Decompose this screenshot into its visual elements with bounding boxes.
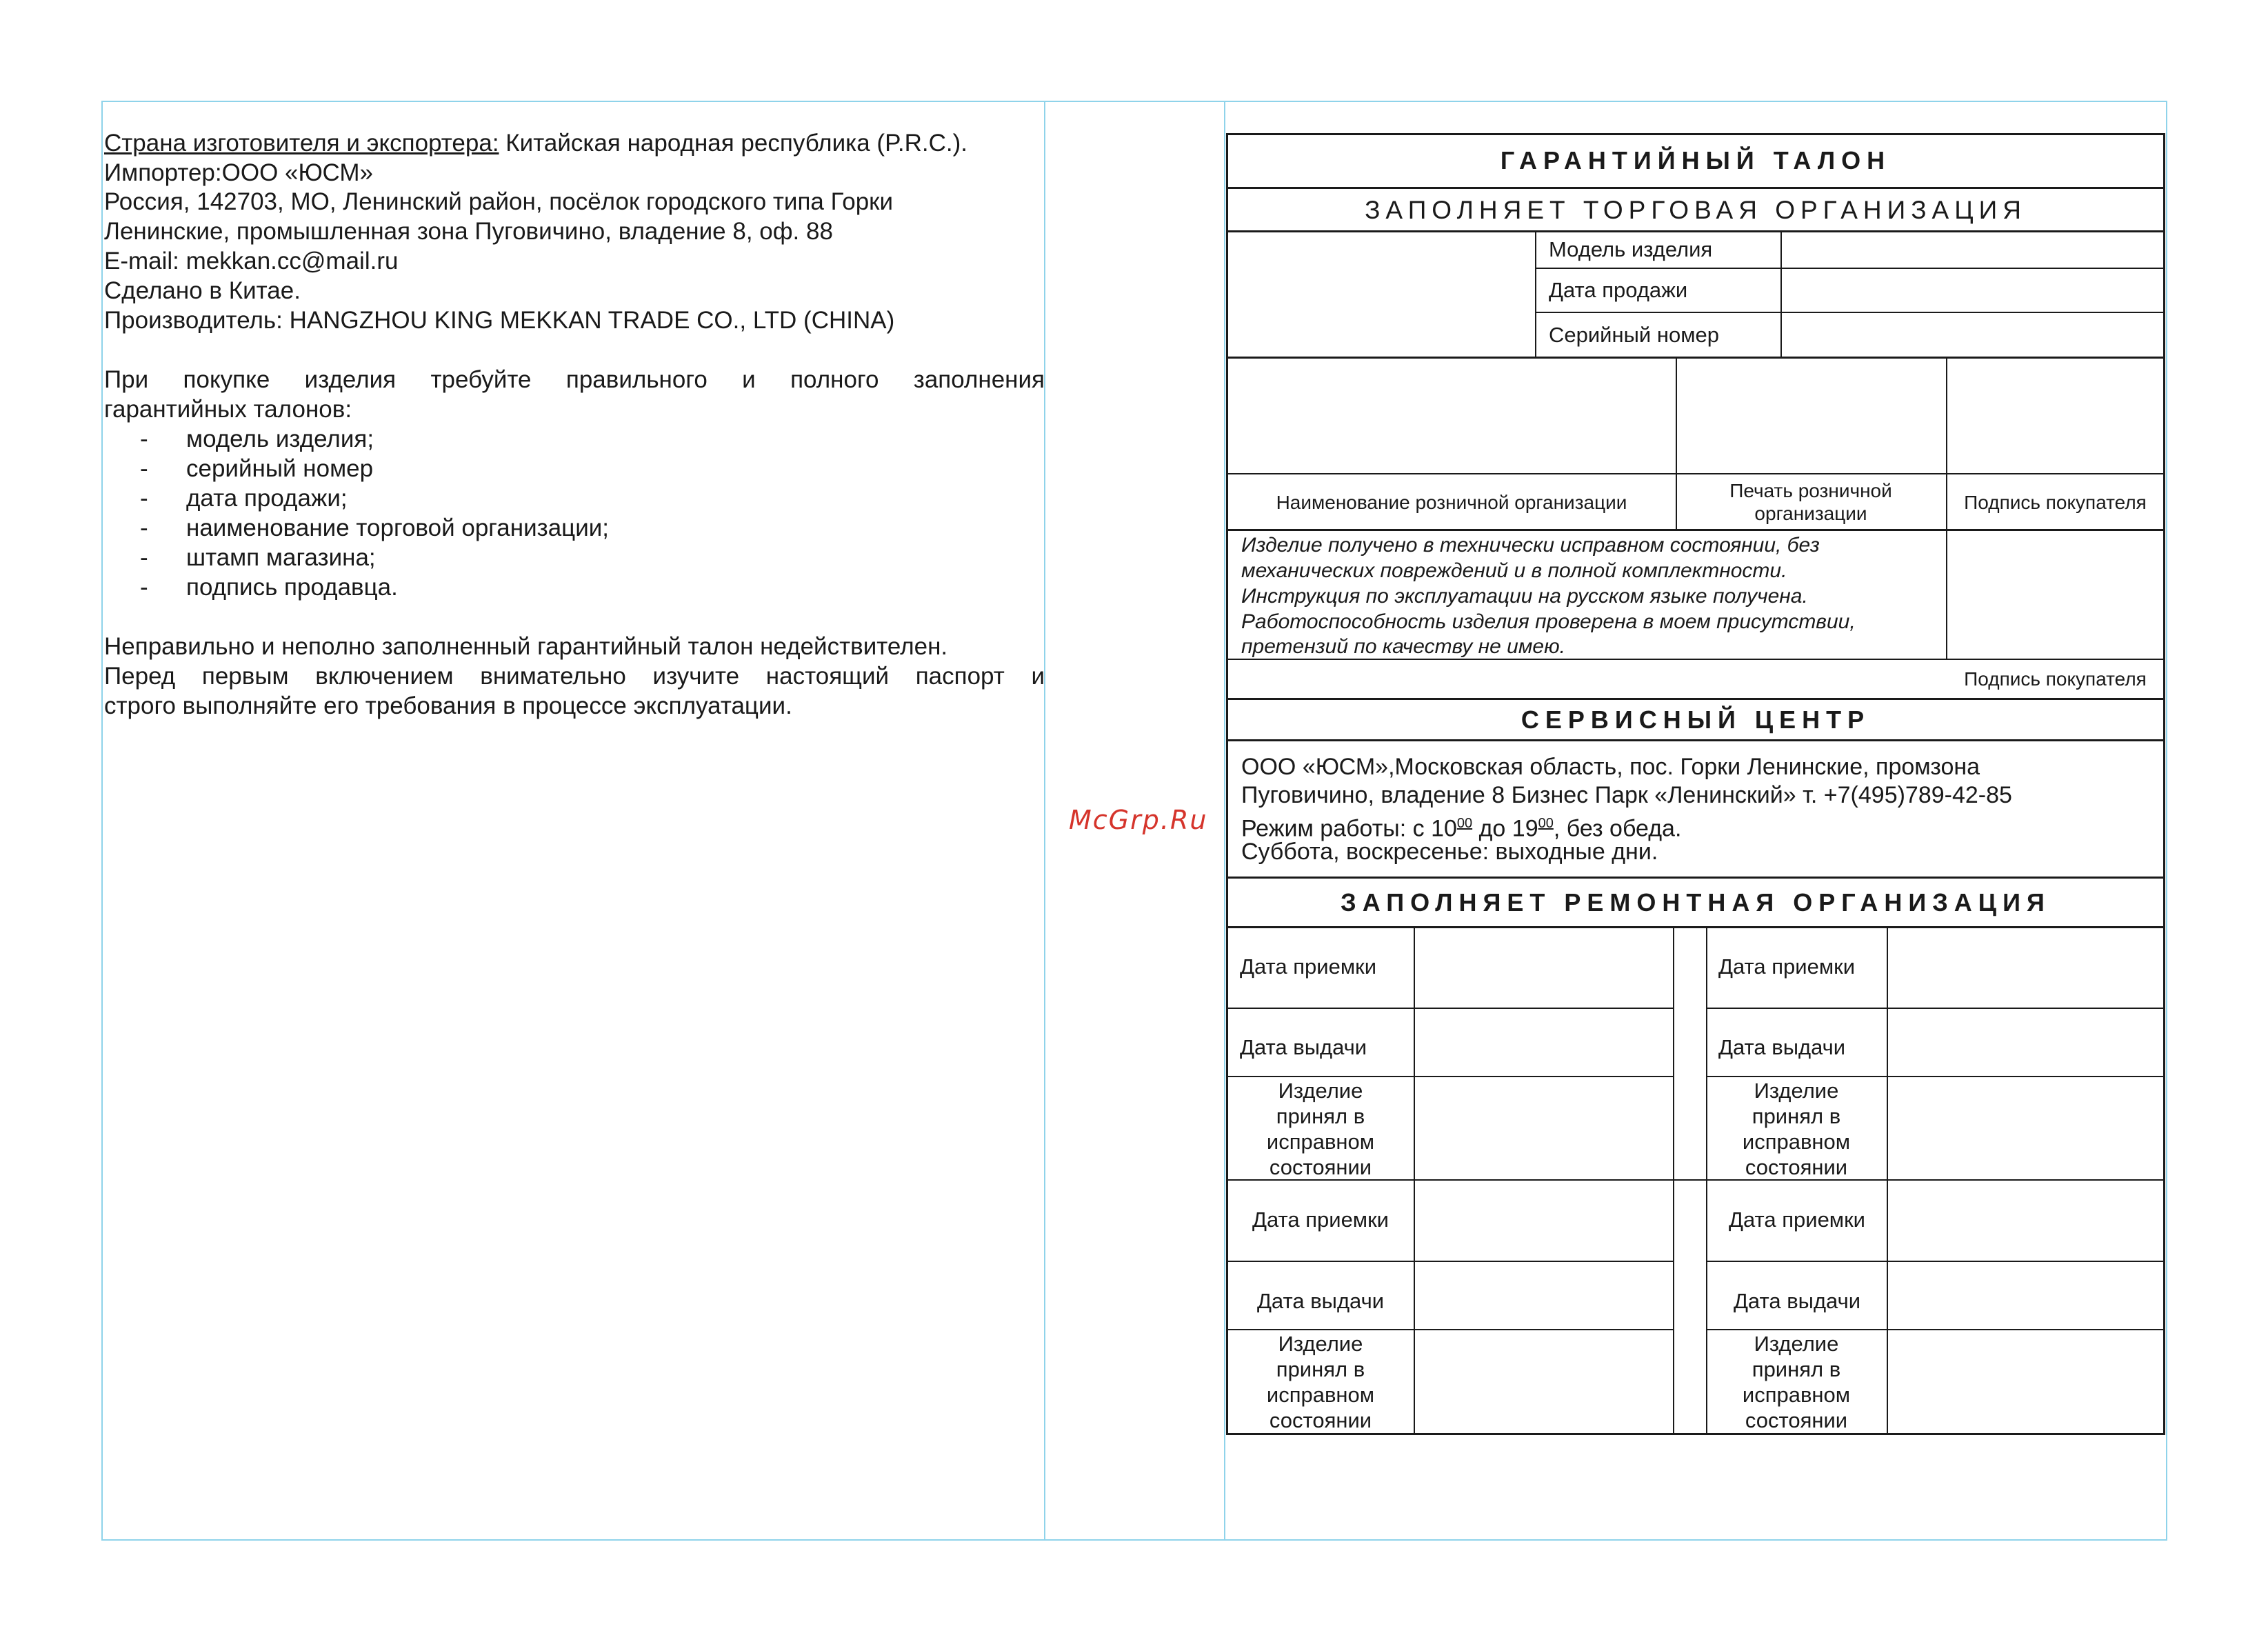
card-border-top (1226, 133, 2165, 135)
invalid-note: Неправильно и неполно заполненный гарантийный талон недействителен. (104, 633, 948, 660)
repair-section-title: ЗАПОЛНЯЕТ РЕМОНТНАЯ ОРГАНИЗАЦИЯ (1341, 888, 2051, 917)
manufacturer: Производитель: HANGZHOU KING MEKKAN TRADE CO., LTD (CHINA) (104, 307, 895, 334)
list-dash: - (140, 514, 148, 541)
divider (1226, 877, 2165, 879)
buyer-signature-field-2[interactable] (1947, 531, 2163, 659)
repair-receive-field[interactable] (1416, 928, 1672, 1007)
retail-name-field[interactable] (1228, 359, 1675, 473)
page-guide-left (101, 101, 103, 1541)
repair-receive-label: Дата приемки (1728, 1208, 1866, 1232)
model-label: Модель изделия (1549, 237, 1713, 261)
warranty-title: ГАРАНТИЙНЫЙ ТАЛОН (1500, 146, 1891, 174)
divider (1226, 187, 2165, 189)
page-guide-fold-left (1044, 101, 1045, 1541)
card-border-left (1226, 133, 1228, 1435)
repair-issue-field[interactable] (1889, 1262, 2162, 1328)
repair-receive-label: Дата приемки (1252, 1208, 1389, 1232)
list-item: серийный номер (186, 455, 374, 482)
card-border-bottom (1226, 1433, 2165, 1435)
buyer-signature-field[interactable] (1947, 359, 2163, 473)
repair-accept-label: Изделие принял в исправном состоянии (1266, 1079, 1375, 1179)
page-guide-bottom (101, 1539, 2167, 1541)
repair-accept-field[interactable] (1416, 1330, 1672, 1432)
sale-date-field[interactable] (1782, 269, 2163, 312)
statement-line: Работоспособность изделия проверена в моем присутствии, (1241, 610, 1856, 633)
purchase-line-2: гарантийных талонов: (104, 396, 352, 423)
importer: Импортер:ООО «ЮСМ» (104, 159, 373, 186)
address-line-2: Ленинские, промышленная зона Пуговичино, владение 8, оф. 88 (104, 218, 833, 245)
repair-issue-label: Дата выдачи (1256, 1289, 1385, 1313)
buyer-signature-label-2: Подпись покупателя (1964, 668, 2147, 690)
page-guide-top (101, 101, 2167, 102)
repair-issue-field[interactable] (1416, 1262, 1672, 1328)
divider (1706, 926, 1707, 1435)
buyer-signature-label: Подпись покупателя (1964, 492, 2147, 513)
repair-accept-label: Изделие принял в исправном состоянии (1742, 1332, 1851, 1432)
serial-field[interactable] (1782, 313, 2163, 357)
repair-receive-label: Дата приемки (1718, 954, 1856, 979)
repair-accept-field[interactable] (1416, 1077, 1672, 1179)
divider (1887, 926, 1888, 1435)
service-title: СЕРВИСНЫЙ ЦЕНТР (1521, 705, 1871, 734)
repair-receive-field[interactable] (1416, 1181, 1672, 1260)
repair-receive-label: Дата приемки (1240, 954, 1377, 979)
purchase-line-1: При покупке изделия требуйте правильного и полного заполнения (104, 366, 1045, 393)
repair-issue-label: Дата выдачи (1718, 1035, 1846, 1059)
repair-issue-field[interactable] (1889, 1009, 2162, 1075)
divider (1226, 659, 2165, 660)
page-guide-right (2166, 101, 2167, 1541)
repair-accept-label: Изделие принял в исправном состоянии (1742, 1079, 1851, 1179)
page-guide-fold-right (1224, 101, 1225, 1541)
page-guide-inner-bottom (2145, 1539, 2166, 1541)
statement-line: механических повреждений и в полной комплектности. (1241, 559, 1787, 582)
list-dash: - (140, 544, 148, 571)
list-item: дата продажи; (186, 485, 348, 512)
repair-issue-label: Дата выдачи (1240, 1035, 1367, 1059)
retail-stamp-field[interactable] (1677, 359, 1945, 473)
country-line: Страна изготовителя и экспортера: Китайская народная республика (P.R.C.). (104, 130, 968, 157)
list-dash: - (140, 425, 148, 452)
divider (1226, 698, 2165, 700)
service-address-2: Пуговичино, владение 8 Бизнес Парк «Ленинский» т. +7(495)789-42-85 (1241, 782, 2012, 808)
trade-section-title: ЗАПОЛНЯЕТ ТОРГОВАЯ ОРГАНИЗАЦИЯ (1365, 196, 2027, 224)
divider (1673, 926, 1674, 1435)
repair-receive-field[interactable] (1889, 1181, 2162, 1260)
repair-issue-label: Дата выдачи (1733, 1289, 1861, 1313)
list-item: штамп магазина; (186, 544, 376, 571)
list-item: подпись продавца. (186, 574, 398, 601)
sale-date-label: Дата продажи (1549, 278, 1688, 302)
repair-receive-field[interactable] (1889, 928, 2162, 1007)
list-dash: - (140, 574, 148, 601)
service-hours: Режим работы: с $10^{00}$ до $19^{00}$, без обеда. (1241, 815, 1682, 842)
card-border-right (2163, 133, 2165, 1435)
instruction-line-2: строго выполняйте его требования в процессе эксплуатации. (104, 692, 792, 719)
repair-accept-field[interactable] (1889, 1077, 2162, 1179)
statement-line: претензий по качеству не имею. (1241, 635, 1565, 658)
divider (1414, 926, 1415, 1435)
retail-name-label: Наименование розничной организации (1276, 492, 1627, 513)
divider (1226, 473, 2165, 474)
service-address-1: ООО «ЮСМ»,Московская область, пос. Горки Ленинские, промзона (1241, 754, 1980, 780)
address-line-1: Россия, 142703, МО, Ленинский район, посёлок городского типа Горки (104, 188, 894, 215)
statement-line: Изделие получено в технически исправном состоянии, без (1241, 534, 1820, 557)
list-dash: - (140, 455, 148, 482)
retail-stamp-label: Печать розничной организации (1729, 480, 1892, 524)
email: E-mail: mekkan.cc@mail.ru (104, 248, 399, 274)
serial-label: Серийный номер (1549, 323, 1719, 347)
service-weekend: Суббота, воскресенье: выходные дни. (1241, 839, 1658, 865)
divider (1226, 739, 2165, 741)
list-item: модель изделия; (186, 425, 374, 452)
statement-line: Инструкция по эксплуатации на русском языке получена. (1241, 585, 1808, 608)
list-dash: - (140, 485, 148, 512)
instruction-line-1: Перед первым включением внимательно изучите настоящий паспорт и (104, 663, 1045, 690)
made-in: Сделано в Китае. (104, 277, 301, 304)
watermark: McGrp.Ru (1069, 805, 1208, 835)
repair-accept-label: Изделие принял в исправном состоянии (1266, 1332, 1375, 1432)
repair-issue-field[interactable] (1416, 1009, 1672, 1075)
divider (1535, 230, 1536, 357)
repair-accept-field[interactable] (1889, 1330, 2162, 1432)
model-field[interactable] (1782, 232, 2163, 268)
list-item: наименование торговой организации; (186, 514, 610, 541)
